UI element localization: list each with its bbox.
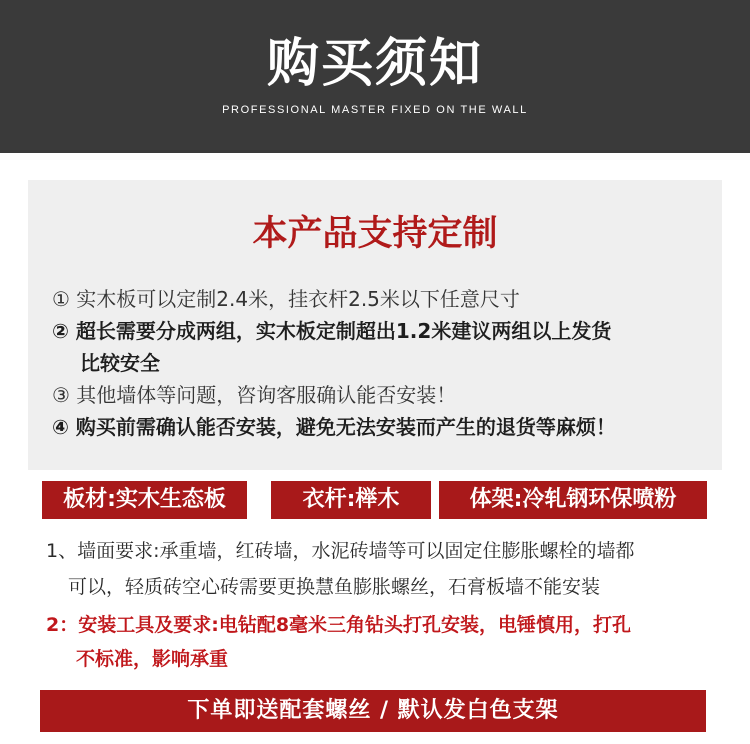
requirement-tools-continued: 不标准，影响承重: [76, 648, 229, 670]
note-item-continued: 比较安全: [80, 351, 160, 375]
customization-title: 本产品支持定制: [252, 214, 498, 254]
note-item: ③ 其他墙体等问题，咨询客服确认能否安装！: [52, 383, 457, 407]
material-tag-frame: 体架:冷轧钢环保喷粉: [439, 481, 707, 519]
requirement-wall-continued: 可以，轻质砖空心砖需要更换慧鱼膨胀螺丝，石膏板墙不能安装: [68, 576, 601, 598]
requirement-wall: 1、墙面要求:承重墙，红砖墙，水泥砖墙等可以固定住膨胀螺栓的墙都: [46, 540, 635, 562]
footer-banner: 下单即送配套螺丝 / 默认发白色支架: [40, 690, 706, 732]
note-item: ① 实木板可以定制2.4米，挂衣杆2.5米以下任意尺寸: [52, 287, 520, 311]
page-subtitle: PROFESSIONAL MASTER FIXED ON THE WALL: [222, 104, 528, 116]
page-title: 购买须知: [266, 34, 483, 94]
material-tag-board: 板材:实木生态板: [42, 481, 247, 519]
header-banner: [0, 0, 750, 153]
material-tag-rod: 衣杆:榉木: [271, 481, 431, 519]
note-item: ② 超长需要分成两组，实木板定制超出1.2米建议两组以上发货: [52, 319, 612, 343]
requirement-tools: 2：安装工具及要求:电钻配8毫米三角钻头打孔安装，电锤慎用，打孔: [46, 614, 632, 636]
note-item: ④ 购买前需确认能否安装，避免无法安装而产生的退货等麻烦！: [52, 415, 616, 439]
customization-panel: [28, 180, 722, 470]
